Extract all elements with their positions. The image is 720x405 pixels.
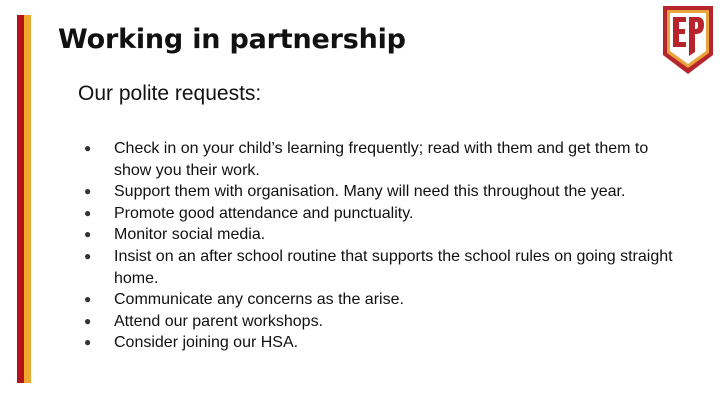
slide-title: Working in partnership [58, 24, 406, 55]
list-item-text: Attend our parent workshops. [114, 312, 324, 330]
bullet-icon: ● [84, 141, 92, 155]
list-item-text: Consider joining our HSA. [114, 334, 299, 352]
list-item-text: Monitor social media. [114, 226, 266, 244]
bullet-icon: ● [84, 313, 92, 328]
list-item [84, 332, 674, 354]
list-item-text: Insist on an after school routine that supports the school rules on going straight home. [114, 247, 673, 287]
list-item [84, 311, 674, 333]
list-item [84, 224, 674, 246]
list-item [84, 203, 674, 225]
bullet-icon: ● [84, 335, 92, 350]
list-item [84, 246, 674, 289]
slide-subtitle: Our polite requests: [78, 82, 262, 105]
list-item-text: Support them with organisation. Many will need this throughout the year. [114, 183, 626, 201]
accent-bar-gold [24, 15, 31, 383]
crest-letter-e [673, 17, 686, 47]
list-item [84, 181, 674, 203]
bullet-icon: ● [84, 248, 92, 263]
accent-bar-red [17, 15, 24, 383]
bullet-icon: ● [84, 184, 92, 199]
list-item-text: Communicate any concerns as the arise. [114, 291, 404, 309]
list-item [84, 138, 674, 181]
accent-bar [17, 15, 31, 383]
bullet-icon: ● [84, 227, 92, 242]
list-item [84, 289, 674, 311]
bullet-icon: ● [84, 292, 92, 307]
requests-list [84, 138, 674, 354]
list-item-text: Check in on your child’s learning frequently; read with them and get them to show you their work. [114, 140, 649, 179]
list-item-text: Promote good attendance and punctuality. [114, 204, 414, 222]
bullet-icon: ● [84, 205, 92, 220]
school-crest-icon [662, 5, 714, 75]
